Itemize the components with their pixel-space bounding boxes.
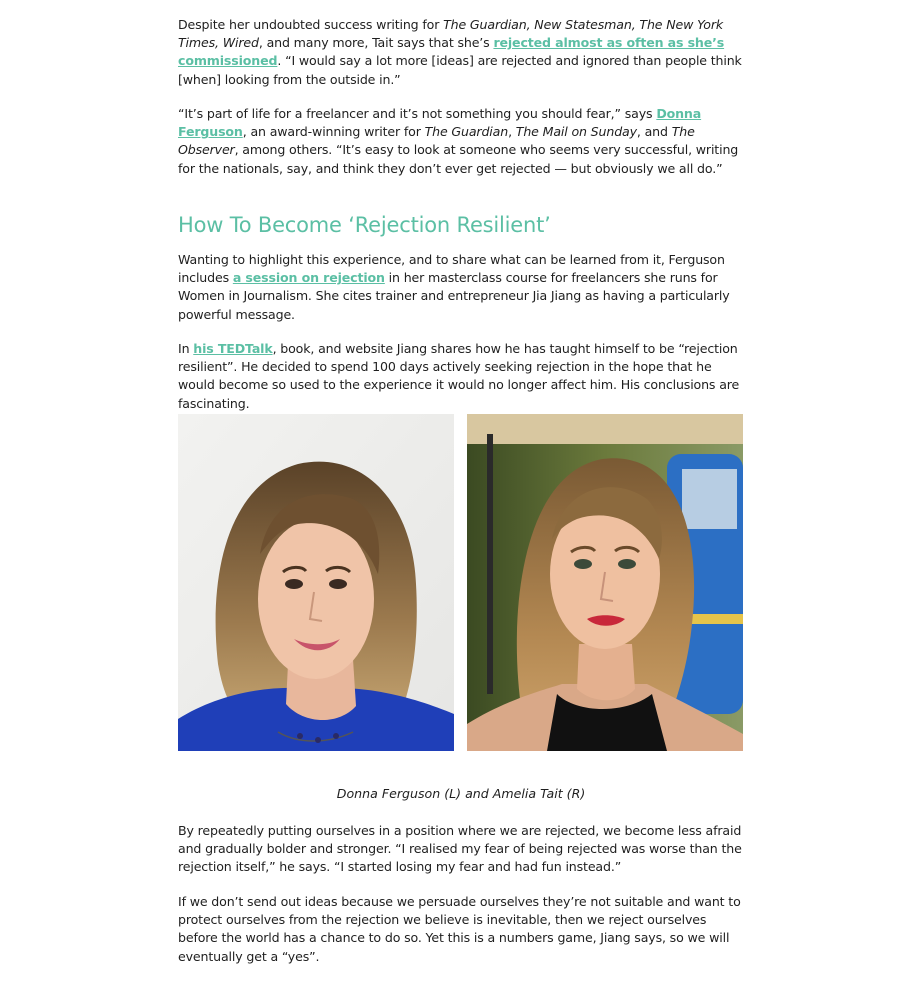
publication-name: The Guardian bbox=[424, 124, 509, 140]
session-on-rejection-link[interactable]: a session on rejection bbox=[232, 270, 385, 286]
paragraph bbox=[178, 16, 744, 89]
text: , and bbox=[636, 124, 672, 140]
text: , among others. “It’s easy to look at someone who seems very successful, writing for the nationals, say, and think they don’t ever get rejected — but obviously we all do.” bbox=[178, 142, 739, 176]
publication-name: The New York Times bbox=[178, 17, 723, 51]
publication-name: New Statesman bbox=[534, 17, 632, 32]
tedtalk-link[interactable]: his TEDTalk bbox=[193, 341, 273, 356]
text: , and many more, Tait says that she’s bbox=[258, 35, 494, 51]
rejected-often-link[interactable]: rejected almost as often as she’s commissioned bbox=[178, 35, 725, 69]
portrait-illustration bbox=[467, 414, 743, 751]
text: , bbox=[631, 17, 640, 32]
publication-name: The Observer bbox=[178, 124, 695, 158]
text: , an award-winning writer for bbox=[242, 124, 425, 140]
paragraph bbox=[178, 340, 744, 413]
publication-name: The Mail on Sunday bbox=[515, 124, 637, 140]
text: , bbox=[526, 17, 535, 32]
text: Despite her undoubted success writing for bbox=[178, 17, 444, 32]
publication-name: Wired bbox=[222, 35, 259, 51]
paragraph: If we don’t send out ideas because we persuade ourselves they’re not suitable and want to protect ourselves from the rejection we believe is inevitable, then we reject ourselves before the world has a chance to do so. Yet this is a numbers game, Jiang says, so we will eventually get a “yes”. bbox=[178, 894, 741, 964]
text: , bbox=[215, 35, 223, 51]
portrait-photo-left bbox=[178, 414, 454, 751]
text: In bbox=[178, 341, 194, 356]
text: “It’s part of life for a freelancer and it’s not something you should fear,” says bbox=[178, 106, 657, 121]
donna-ferguson-link[interactable]: Donna Ferguson bbox=[178, 106, 702, 140]
portrait-illustration bbox=[178, 414, 454, 751]
publication-name: The Guardian bbox=[443, 17, 527, 32]
text: , book, and website Jiang shares how he has taught himself to be “rejection resilient”. He decided to spend 100 days actively seeking rejection in the hope that he would become so used to the experience it would no longer affect him. His conclusions are fascinating. bbox=[178, 341, 740, 411]
text: Wanting to highlight this experience, and to share what can be learned from it, Ferguson includes bbox=[178, 252, 725, 286]
paragraph bbox=[178, 251, 744, 324]
portrait-photo-right bbox=[467, 414, 743, 751]
text: . “I would say a lot more [ideas] are rejected and ignored than people think [when] looking from the outside in.” bbox=[178, 53, 742, 87]
photo-caption: Donna Ferguson (L) and Amelia Tait (R) bbox=[336, 786, 586, 801]
paragraph: By repeatedly putting ourselves in a position where we are rejected, we become less afraid and gradually bolder and stronger. “I realised my fear of being rejected was worse than the rejection itself,” he says. “I started losing my fear and had fun instead.” bbox=[178, 823, 742, 875]
text: in her masterclass course for freelancers she runs for Women in Journalism. She cites trainer and entrepreneur Jia Jiang as having a particularly powerful message. bbox=[178, 270, 730, 322]
text: , bbox=[508, 124, 516, 140]
section-heading: How To Become ‘Rejection Resilient’ bbox=[178, 213, 551, 237]
paragraph bbox=[178, 105, 744, 178]
